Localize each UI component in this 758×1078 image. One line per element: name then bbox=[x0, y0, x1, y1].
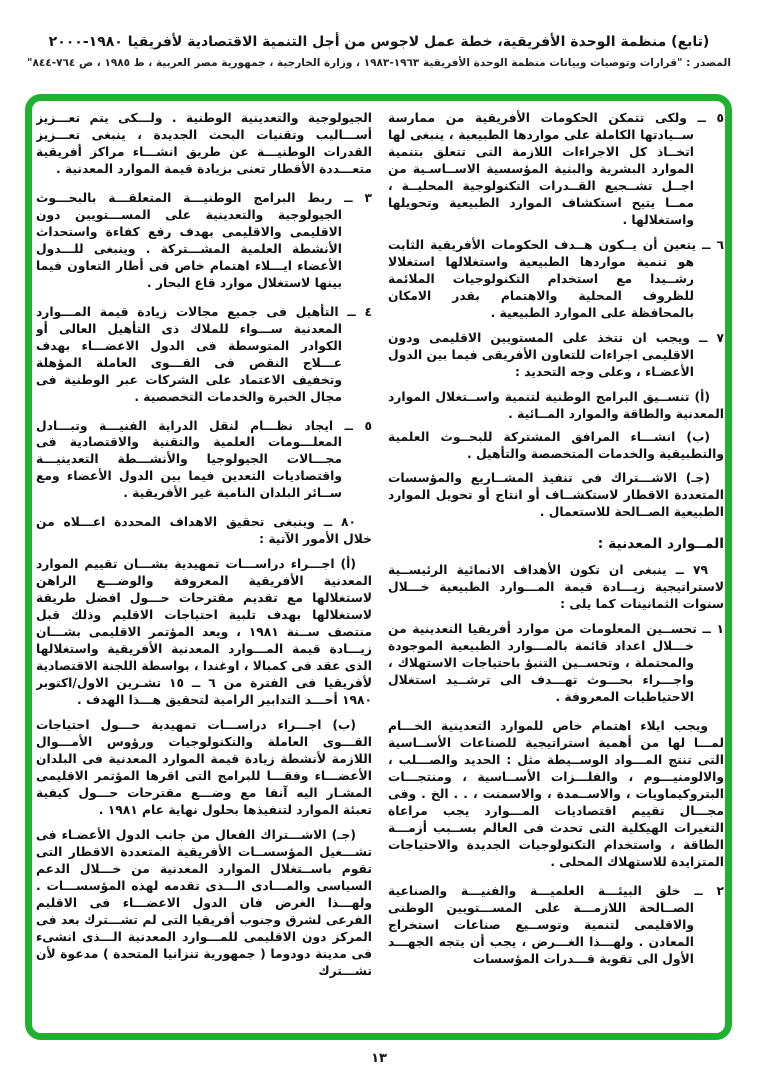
document-title: (تابع) منظمة الوحدة الأفريقية، خطة عمل لاجوس من أجل التنمية الاقتصادية لأفريقيا ١٩٨٠-٢٠٠٠ bbox=[48, 34, 710, 50]
page-number: ١٣ bbox=[371, 1051, 387, 1066]
paragraph-80: ٨٠ ــ وينبغى تحقيق الاهداف المحددة اعـــلاه من خلال الأمور الآتية : bbox=[36, 515, 372, 547]
paragraph-measure-a: (أ) اجـــراء دراســـات تمهيدية بشـــان تقييم الموارد المعدنية الأفريقية المعروفة والوضـــع الراهن لاستغلالها مع تقديم مقترحات حـــول افضل طريقة لاستغلالها بهدف تلبية احتياجات الاقليم وذلك قبل منتصف ســنة ١٩٨١ ، ويعد المؤتمر الاقليمى بشـــان زيـــادة قيمة المـــوارد المعدنية الأفريقية واستغلالها الذى عقد فى كمبالا ، اوغندا ، بواسطة اللجنة الاقتصادية لأفريقيا فى الفترة من ٦ ــ ١٥ تشـرين الاول/اكتوبر ١٩٨٠ أحـــد التدابير الرامية لتحقيق هـــذا الهدف . bbox=[36, 557, 372, 708]
paragraph-goal-4: ٤ ــ التأهيل فى جميع مجالات زيادة قيمة المـــوارد المعدنية ســـواء للملاك ذى التأهيل العالى أو الكوادر المتوسطة فى الدول الاعضـــاء بهدف عـــلاج النقص فى القـــوى العاملة المؤهلة وتخفيف الاعتماد على الشركات عبر الوطنية فى مجال الخبرة والخدمات التخصصية . bbox=[36, 304, 372, 404]
paragraph-continuation: الجيولوجية والتعدينية الوطنية . ولـــكى يتم تعـــزيز أســـاليب وتقنيات البحث الجديدة ، ينبغى تعـــزيز القدرات الوطنيـــة عن طريق انشـــاء مراكز أفريقية متعـــددة الأقطار تعنى بزيادة قيمة الموارد المعدنية . bbox=[36, 111, 372, 176]
paragraph-item-5: ٥ ــ ولكى تتمكن الحكومات الأفريقية من ممارسة ســيادتها الكاملة على مواردها الطبيعية ، ينبغى لها اتخــاذ كل الاجراءات اللازمة التى تتعلق بتنمية الموارد البشرية والبنية المؤسسية الاســاسـية من اجــل تشــجيع القــدرات التكنولوجية المحليــة ، ممــا يتيح استكشاف الموارد الطبيعية وتحويلها واستغلالها . bbox=[388, 111, 724, 227]
paragraph-item-7: ٧ ــ ويجب ان تتخذ على المستويين الاقليمى ودون الاقليمى اجراءات للتعاون الأفريقى فيما بين الدول الأعضـاء ، وعلى وجه التحديد : bbox=[388, 330, 724, 379]
paragraph-subitem-b: (ب) انشـــاء المرافق المشتركة للبحــوث العلمية والتطبيقية والخدمات المتخصصة والتأهيل . bbox=[388, 430, 724, 462]
paragraph-measure-j: (جـ) الاشـــتراك الفعال من جانب الدول الأعضـاء فى تشـــغيل المؤسســات الأفريقية المتعددة الاقطار التى تقوم باســتغلال الموارد المعدنية من خـــلال الدعم السياسى والمـــادى الـــذى تقدمه لهذه المؤسســـات . ولهـــذا الغرض فان الدول الاعضـــاء فى الاقليم الفرعى لشرق وجنوب أفريقيا التى لم تشـــترك بعد فى المركز دون الاقليمى للمـــوارد المعدنية الـــذى انشىء فى مدينة دودوما ( جمهورية تنزانيا المتحدة ) مدعوة لأن تشـــترك bbox=[36, 827, 372, 978]
column-right bbox=[388, 110, 724, 1026]
paragraph-79: ٧٩ ــ ينبغى ان تكون الأهداف الانمائية الرئيســية لاستراتيجية زيـــادة قيمة المـــوارد الطبيعية خـــلال سنوات الثمانينات كما يلى : bbox=[388, 563, 724, 612]
column-left bbox=[36, 110, 372, 1026]
source-citation: المصدر : "قرارات وتوصيات وبيانات منظمة الوحدة الأفريقية ١٩٦٣-١٩٨٣ ، وزارة الخارجية ، جمهورية مصر العربية ، ط ١٩٨٥ ، ص ٧٦٤-٨٤٤" bbox=[27, 57, 731, 69]
paragraph-goal-1: ١ ــ تحســين المعلومات من موارد أفريقيا التعدينية من خـــلال اعداد قائمة بالمـــوارد الطبيعية الموجودة والمحتملة ، وتحســين التنبؤ باحتياجات الاستهلاك ، واجـــراء بحـــوث تهـــدف الى ترشــيد استغلال الاحتياطيات المعروفة . bbox=[388, 622, 724, 705]
paragraph-measure-b: (ب) اجـــراء دراســـات تمهيدية حـــول احتياجات القـــوى العاملة والتكنولوجيات ورؤوس الأمـــوال اللازمة لأنشطة زيادة قيمة الموارد المعدنية فى البلدان الأعضـــاء وفقـــا للبرامج التى اقرها المؤتمر الاقليمى المشـار اليه آنفا مع وضـــع مقترحات حـــول كيفية تعبئة الموارد لتنفيذها بحلول نهاية عام ١٩٨١ . bbox=[36, 718, 372, 817]
section-heading-mineral-resources: المــوارد المعدنية : bbox=[597, 536, 724, 553]
paragraph-goal-3: ٣ ــ ربط البرامج الوطنيـــة المتعلقـــة بالبحـــوث الجيولوجية والتعدينية على المســـتويين دون الاقليمى والاقليمى بهدف رفع كفاءة واستحداث الأنشطة العلمية المشـــتركة . وينبغى للـــدول الأعضاء ايـــلاء اهتمام خاص فى أطار التعاون فيما بينها لاستغلال موارد قاع البحار . bbox=[36, 190, 372, 290]
paragraph-goal-5: ٥ ــ ايجاد نظـــام لنقل الدراية الفنيـــة وتبـــادل المعلـــومات العلمية والتقنية والاقتصادية فى مجـــالات الجيولوجيا والأنشـــطة التعدينيـــة واقتصاديات التعدين فيما بين الدول الأعضاء ومع ســائر البلدان النامية غير الأفريقية . bbox=[36, 418, 372, 501]
paragraph-subitem-a: (أ) تنســيق البرامج الوطنية لتنمية واســتغلال الموارد المعدنية والطاقة والموارد المــائية . bbox=[388, 389, 724, 421]
paragraph-item-6: ٦ ــ يتعين أن يــكون هــدف الحكومات الأفريقية الثابت هو تنمية مواردها الطبيعية واستغلالها استغلالا رشــيدا مع استخدام التكنولوجيات الملائمة للظروف المحلية والاهتمام بقدر الامكان بالمحافظة على الموارد الطبيعية . bbox=[388, 237, 724, 320]
page-header bbox=[0, 34, 758, 69]
paragraph-special-attention: ويجب ايلاء اهتمام خاص للموارد التعدينية الخـــام لمـــا لها من أهمية استراتيجية للصناعات الأســاسية التى تنتج المـــواد الوســيطة مثل : الحديد والصـــلب ، والالومنيـــوم ، والفلـــزات الأســاسية ، ومنتجـــات البتروكيماويات ، والاســمدة ، والاسمنت ، . . الخ . وفى مجـــال تقييم اقتصاديات المـــوارد يجب مراعاة التغيرات الهيكلية التى تحدث فى العالم بســبب أزمـــة الطاقة ، واستخدام التكنولوجيات الجديدة والاحتياجات المتزايدة للاستهلاك المحلى . bbox=[388, 719, 724, 869]
paragraph-goal-2: ٢ ــ خلق البيئـــة العلميـــة والفنيـــة والصناعية الصــالحة اللازمـــة على المســـتويين الوطنى والاقليمى لتنمية وتوســيع صناعات استخراج المعادن . ولهـــذا الغـــرض ، يجب أن يتجه الجهـــد الأول الى تقوية قـــدرات المؤسسات bbox=[388, 883, 724, 966]
paragraph-subitem-j: (جـ) الاشـــتراك فى تنفيذ المشــاريع والمؤسسات المتعددة الاقطار لاستكشــاف أو انتاج أو تحويل الموارد الطبيعية الصــالحة للاستعمال . bbox=[388, 471, 724, 520]
page-footer bbox=[0, 1047, 758, 1066]
document-body bbox=[36, 110, 724, 1026]
